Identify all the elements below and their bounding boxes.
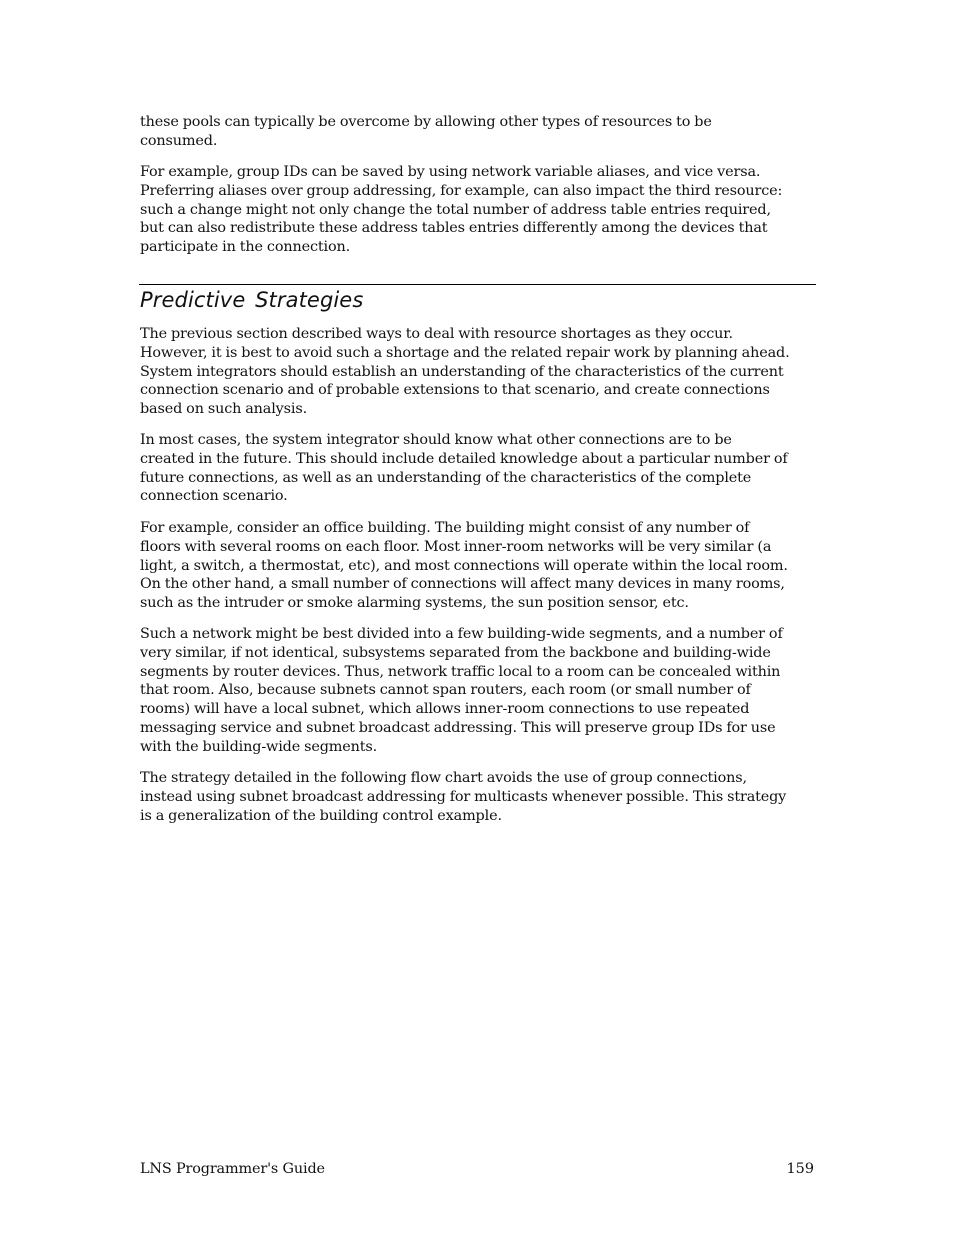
section-heading: Predictive Strategies bbox=[140, 288, 364, 312]
paragraph-future-connections: In most cases, the system integrator should know what other connections are to be created in the future. This should include detailed knowledge about a particular number of future connections, as well as an understanding of the characteristics of the complete connection scenario. bbox=[140, 432, 788, 505]
paragraph-planning-ahead: The previous section described ways to deal with resource shortages as they occur. However, it is best to avoid such a shortage and the related repair work by planning ahead. System integrators should establish an understanding of the characteristics of the current connection scenario and of probable extensions to that scenario, and create connections based on such analysis. bbox=[140, 326, 790, 418]
paragraph-flow-chart-strategy: The strategy detailed in the following flow chart avoids the use of group connections, instead using subnet broadcast addressing for multicasts whenever possible. This strategy is a generalization of the building control example. bbox=[140, 770, 787, 824]
section-divider bbox=[139, 284, 816, 285]
paragraph-office-building-example: For example, consider an office building. The building might consist of any number of floors with several rooms on each floor. Most inner-room networks will be very similar (a light, a switch, a thermostat, etc), and most connections will operate within the local room. On the other hand, a small number of connections will affect many devices in many rooms, such as the intruder or smoke alarming systems, the sun position sensor, etc. bbox=[140, 520, 788, 612]
footer-page-number: 159 bbox=[786, 1161, 814, 1177]
footer-document-title: LNS Programmer's Guide bbox=[140, 1161, 325, 1177]
paragraph-network-segments: Such a network might be best divided into a few building-wide segments, and a number of very similar, if not identical, subsystems separated from the backbone and building-wide segments by router devices. Thus, network traffic local to a room can be concealed within that room. Also, because subnets cannot span routers, each room (or small number of rooms) will have a local subnet, which allows inner-room connections to use repeated messaging service and subnet broadcast addressing. This will preserve group IDs for use with the building-wide segments. bbox=[140, 626, 783, 755]
paragraph-aliases-example: For example, group IDs can be saved by using network variable aliases, and vice versa. Preferring aliases over group addressing, for example, can also impact the third resource: such a change might not only change the total number of address table entries required, but can also redistribute these address tables entries differently among the devices that participate in the connection. bbox=[140, 164, 783, 256]
paragraph-resource-pools: these pools can typically be overcome by allowing other types of resources to be consumed. bbox=[140, 114, 712, 149]
